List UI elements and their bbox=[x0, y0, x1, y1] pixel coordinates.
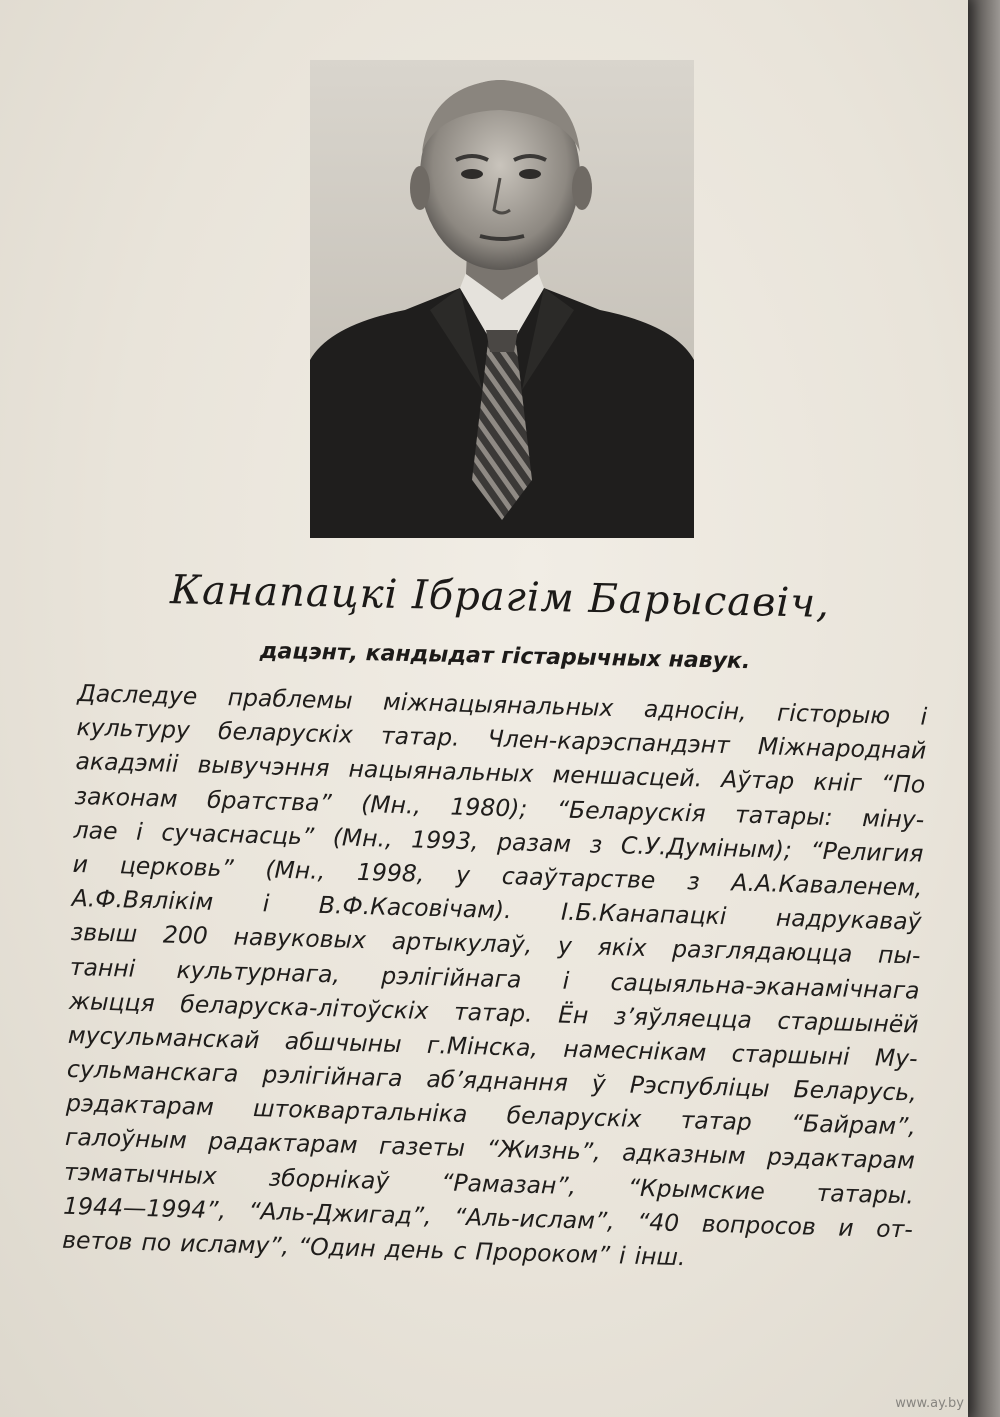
author-title: дацэнт, кандыдат гістарычных навук. bbox=[259, 638, 751, 675]
paragraph-line: галоўным радактарам газеты “Жизнь”, адказным рэдактарам bbox=[64, 1123, 916, 1175]
biography-paragraph bbox=[62, 676, 928, 1281]
paragraph-line: сульманскага рэлігійнага аб’яднання ў Рэспубліцы Беларусь, bbox=[66, 1054, 918, 1107]
portrait-photo bbox=[310, 60, 694, 538]
paragraph-line: А.Ф.Вялікім і В.Ф.Касовічам). І.Б.Канапацкі надрукаваў bbox=[71, 884, 922, 936]
paragraph-line: законам братства” (Мн., 1980); “Беларускія татары: міну- bbox=[74, 781, 925, 834]
watermark: www.ay.by bbox=[895, 1396, 964, 1411]
paragraph-line: и церковь” (Мн., 1998, у сааўтарстве з А.А.Каваленем, bbox=[72, 849, 923, 902]
paragraph-line: лае і сучаснасць” (Мн., 1993, разам з С.У.Думіным); “Религия bbox=[73, 815, 924, 868]
paragraph-line: Даследуе праблемы міжнацыянальных адносін, гісторыю і bbox=[77, 678, 928, 731]
paragraph-line: мусульманскай абшчыны г.Мінска, намеснікам старшыні Му- bbox=[67, 1020, 919, 1073]
book-page-edge bbox=[968, 0, 1000, 1417]
paragraph-line: культуру беларускіх татар. Член-карэспандэнт Міжнароднай bbox=[76, 713, 927, 765]
paragraph-line: танні культурнага, рэлігійнага і сацыяльна-эканамічнага bbox=[69, 952, 920, 1005]
paragraph-line: звыш 200 навуковых артыкулаў, у якіх разглядаюцца пы- bbox=[70, 918, 921, 970]
author-name: Канапацкі Ібрагім Барысавіч, bbox=[169, 567, 831, 627]
paragraph-line: тэматычных зборнікаў “Рамазан”, “Крымские татары. bbox=[63, 1157, 915, 1210]
paragraph-line: акадэміі вывучэння нацыянальных меншасцей. Аўтар кніг “По bbox=[75, 747, 926, 800]
paragraph-line: ветов по исламу”, “Один день с Пророком” і інш. bbox=[61, 1225, 686, 1272]
paragraph-line: жыцця беларуска-літоўскіх татар. Ён з’яўляецца старшынёй bbox=[68, 986, 919, 1039]
paragraph-line: рэдактарам штоквартальніка беларускіх татар “Байрам”, bbox=[65, 1089, 917, 1141]
paragraph-line: 1944—1994”, “Аль-Джигад”, “Аль-ислам”, “40 вопросов и от- bbox=[62, 1191, 914, 1244]
